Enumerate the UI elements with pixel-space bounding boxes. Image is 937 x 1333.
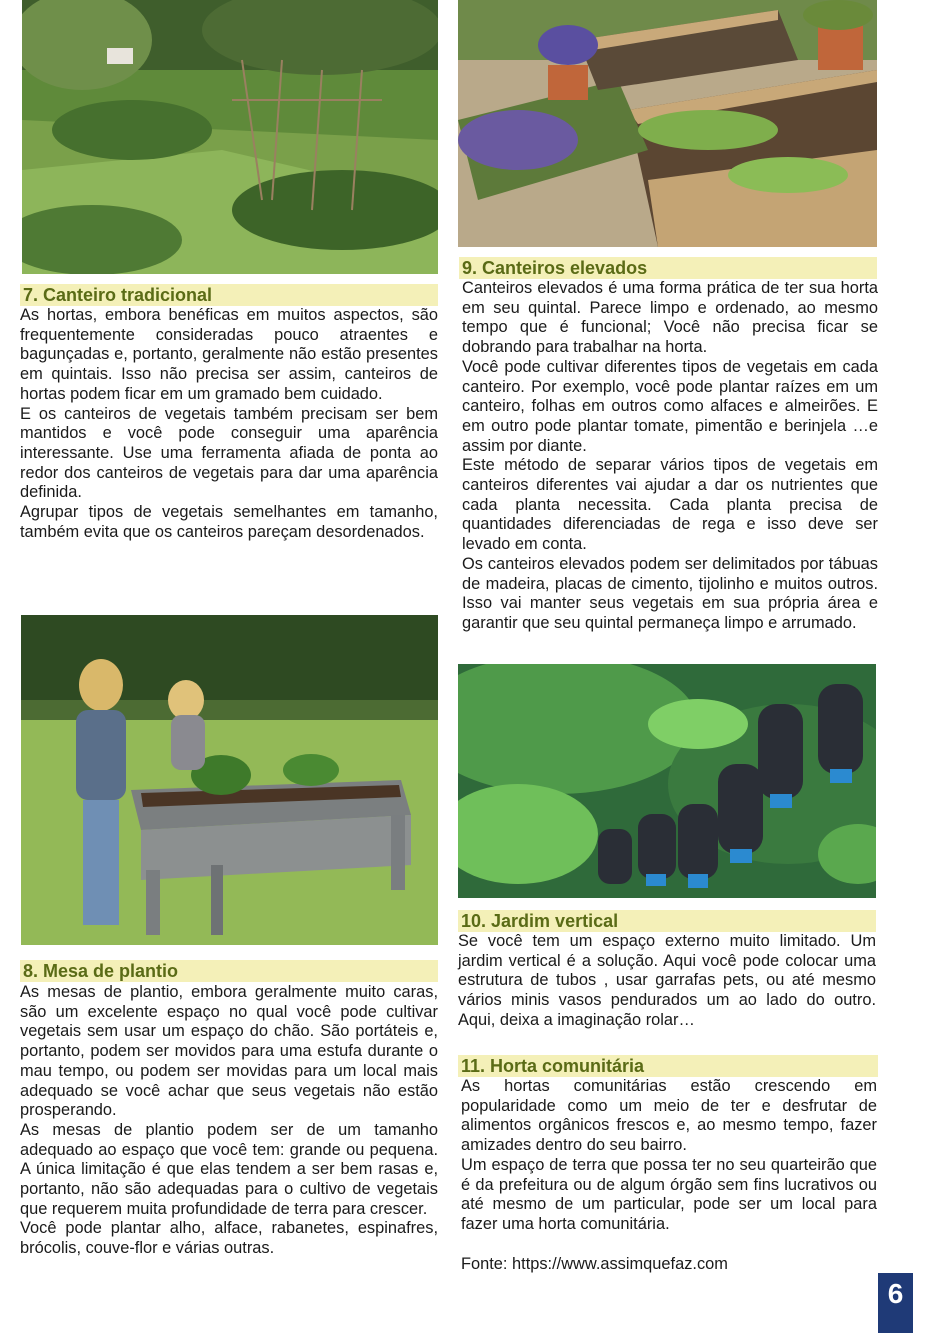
paragraph: Agrupar tipos de vegetais semelhantes em tamanho, também evita que os canteiros pareçam desordenados. [20, 503, 438, 541]
source-credit: Fonte: https://www.assimquefaz.com [461, 1255, 728, 1273]
paragraph: Um espaço de terra que possa ter no seu quarteirão que é da prefeitura ou de algum órgão sem fins lucrativos ou até mesmo de um particular, pode ser um local para fazer uma horta comunitária. [461, 1155, 877, 1233]
heading-vertical-garden: 10. Jardim vertical [458, 910, 876, 932]
paragraph: Você pode cultivar diferentes tipos de vegetais em cada canteiro. Por exemplo, você pode plantar raízes em um canteiro, folhas em outros como alfaces e almeirões. E em outro pode plantar tomate, pimentão e berinjela …e assim por diante. [462, 357, 878, 455]
text-traditional-bed [20, 306, 438, 542]
paragraph: Se você tem um espaço externo muito limitado. Um jardim vertical é a solução. Aqui você pode colocar uma estrutura de tubos , usar garrafas pets, ou até mesmo vários minis vasos pendurados um ao lado do outro. Aqui, deixa a imaginação rolar… [458, 932, 876, 1029]
paragraph: Canteiros elevados é uma forma prática de ter sua horta em seu quintal. Parece limpo e ordenado, ao mesmo tempo que é funcional; Você não precisa ficar se dobrando para trabalhar na horta. [462, 279, 878, 357]
text-raised-beds [462, 279, 878, 634]
paragraph: As mesas de plantio podem ser de um tamanho adequado ao espaço que você tem: grande ou pequena. A única limitação é que elas tendem a ser bem rasas e, portanto, não são adequadas para o cultivo de vegetais que requerem muita profundidade de terra para crescer. [20, 1120, 438, 1218]
heading-raised-beds: 9. Canteiros elevados [459, 257, 877, 279]
paragraph: Os canteiros elevados podem ser delimitados por tábuas de madeira, placas de cimento, tijolinho e muitos outros. Isso vai manter seus vegetais em sua própria área e garantir que seu quintal permaneça limpo e arrumado. [462, 554, 878, 632]
photo-traditional-garden [22, 0, 438, 274]
paragraph: As hortas, embora benéficas em muitos aspectos, são frequentemente consideradas pouco atraentes e bagunçadas e, portanto, geralmente não estão presentes em quintais. Isso não precisa ser assim, canteiros de hortas podem ficar em um gramado bem cuidado. [20, 306, 438, 403]
text-planting-table [20, 983, 438, 1259]
photo-planting-table [21, 615, 438, 945]
paragraph: As hortas comunitárias estão crescendo em popularidade como um meio de ter e desfrutar de alimentos orgânicos frescos e, ao mesmo tempo, fazer amizades dentro do seu bairro. [461, 1077, 877, 1155]
photo-vertical-garden [458, 664, 876, 898]
paragraph: As mesas de plantio, embora geralmente muito caras, são um excelente espaço no qual você pode cultivar vegetais sem usar um espaço do chão. São portáteis e, portanto, podem ser movidos para uma estufa durante o mau tempo, ou podem ser movidas para um local mais adequado se você achar que seus vegetais não estão prosperando. [20, 983, 438, 1120]
text-community-garden [461, 1077, 877, 1235]
text-vertical-garden [458, 932, 876, 1031]
heading-community-garden: 11. Horta comunitária [458, 1055, 878, 1077]
paragraph: Este método de separar vários tipos de vegetais em canteiros diferentes vai ajudar a dar os nutrientes que cada planta necessita. Cada planta precisa de quantidades diferenciadas de rega e isso deve ser levado em conta. [462, 456, 878, 554]
heading-planting-table: 8. Mesa de plantio [20, 960, 438, 982]
paragraph: E os canteiros de vegetais também precisam ser bem mantidos e você pode conseguir uma aparência interessante. Use uma ferramenta afiada de ponta ao redor dos canteiros de vegetais para dar uma aparência definida. [20, 404, 438, 502]
heading-traditional-bed: 7. Canteiro tradicional [20, 284, 438, 306]
photo-raised-beds [458, 0, 877, 247]
page-number-badge: 6 [878, 1273, 913, 1333]
paragraph: Você pode plantar alho, alface, rabanetes, espinafres, brócolis, couve-flor e várias outras. [20, 1219, 438, 1258]
